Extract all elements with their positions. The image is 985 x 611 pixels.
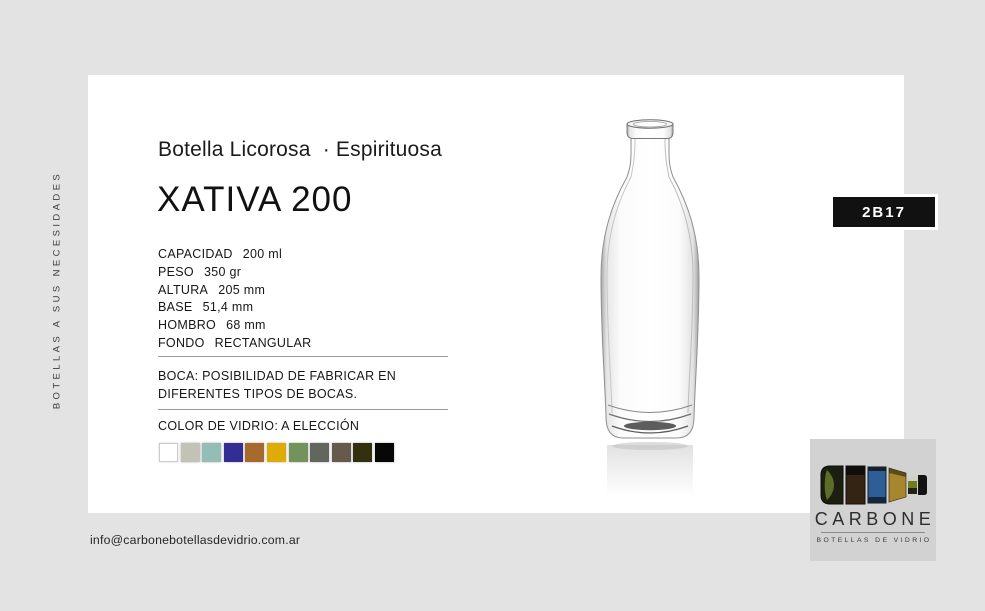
spec-label: BASE: [158, 300, 193, 315]
glass-color-swatches: [159, 443, 397, 462]
spec-value: 350 gr: [203, 264, 242, 279]
spec-label: FONDO: [158, 335, 205, 350]
spec-label: PESO: [158, 264, 194, 279]
glass-color-swatch: [375, 443, 394, 462]
spec-list: [158, 246, 311, 353]
spec-row: [158, 264, 311, 282]
brand-tagline: BOTELLAS DE VIDRIO: [816, 537, 932, 544]
spec-value: 51,4 mm: [202, 300, 254, 315]
glass-color-swatch: [310, 443, 329, 462]
glass-color-note: COLOR DE VIDRIO: A ELECCIÓN: [158, 419, 360, 433]
divider-line: [158, 409, 448, 410]
contact-email[interactable]: info@carbonebotellasdevidrio.com.ar: [90, 533, 301, 547]
boca-note: BOCA: POSIBILIDAD DE FABRICAR EN DIFERENTES TIPOS DE BOCAS.: [158, 369, 397, 401]
spec-row: [158, 282, 311, 300]
spec-row: [158, 246, 311, 264]
spec-value: RECTANGULAR: [214, 335, 312, 350]
spec-value: 200 ml: [242, 247, 283, 261]
divider-line: [158, 356, 448, 357]
glass-color-swatch: [245, 443, 264, 462]
glass-color-swatch: [224, 443, 243, 462]
carbone-logo: [810, 439, 936, 561]
product-category: Botella Licorosa · Espirituosa: [158, 138, 442, 161]
product-card: [88, 75, 904, 513]
spec-row: [158, 299, 311, 317]
spec-value: 205 mm: [218, 282, 266, 297]
spec-value: 68 mm: [226, 318, 266, 333]
spec-label: HOMBRO: [158, 318, 217, 333]
glass-color-swatch: [159, 443, 178, 462]
spec-label: CAPACIDAD: [158, 247, 233, 261]
vertical-tagline: BOTELLAS A SUS NECESIDADES: [51, 170, 63, 410]
glass-color-swatch: [181, 443, 200, 462]
product-bottle-image: [585, 105, 715, 500]
product-name: XATIVA 200: [157, 180, 353, 219]
glass-color-swatch: [267, 443, 286, 462]
brand-name: CARBONE: [814, 509, 936, 529]
product-code-badge: 2B17: [830, 194, 938, 230]
glass-color-swatch: [332, 443, 351, 462]
spec-label: ALTURA: [158, 282, 209, 297]
bottle-logo-icon: [818, 463, 928, 507]
spec-row: [158, 335, 311, 353]
glass-color-swatch: [353, 443, 372, 462]
glass-color-swatch: [202, 443, 221, 462]
spec-row: [158, 317, 311, 335]
glass-color-swatch: [289, 443, 308, 462]
logo-rule: [821, 532, 925, 533]
